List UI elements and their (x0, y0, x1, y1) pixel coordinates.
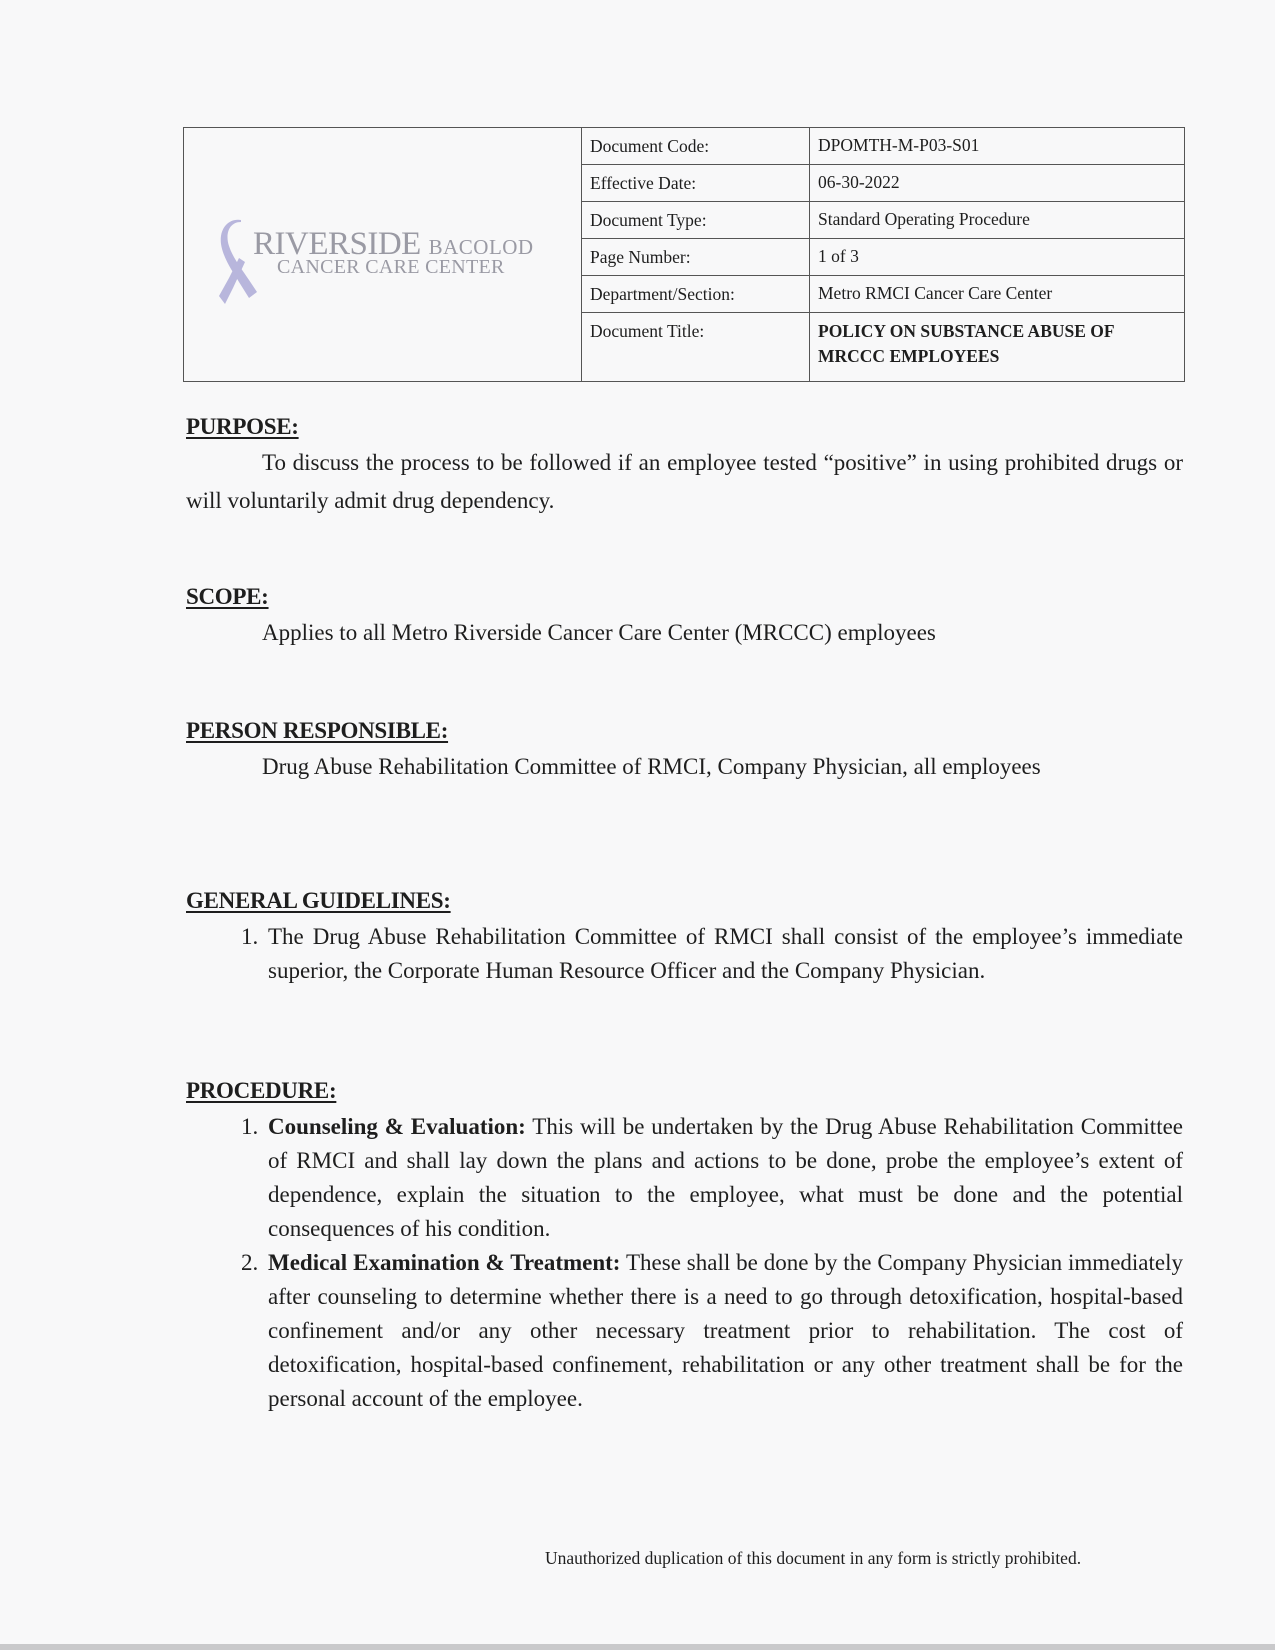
section-heading: PURPOSE: (186, 414, 299, 439)
section-general-guidelines (186, 888, 1183, 988)
info-label: Page Number: (582, 239, 810, 275)
info-row-type (582, 202, 1184, 239)
section-purpose (186, 414, 1183, 520)
section-procedure (186, 1078, 1183, 1416)
item-text: These shall be done by the Company Physician immediately after counseling to determine whether there is a need to go through detoxification, hospital-based confinement and/or any other necessary treatment prior to rehabilitation. The cost of detoxification, hospital-based confinement, rehabilitation or any other treatment shall be for the personal account of the employee. (268, 1250, 1183, 1411)
section-heading: PROCEDURE: (186, 1078, 337, 1103)
logo-cell (184, 128, 582, 381)
info-row-page (582, 239, 1184, 276)
section-heading: SCOPE: (186, 584, 269, 609)
info-label: Document Code: (582, 128, 810, 164)
info-row-code (582, 128, 1184, 165)
document-title: POLICY ON SUBSTANCE ABUSE OF MRCCC EMPLOYEES (818, 321, 1114, 366)
item-text: This will be undertaken by the Drug Abuse Rehabilitation Committee of RMCI and shall lay down the plans and actions to be done, probe the employee’s extent of dependence, explain the situation to the employee, what must be done and the potential consequences of his condition. (268, 1114, 1183, 1241)
procedure-list (186, 1110, 1183, 1416)
section-text: To discuss the process to be followed if an employee tested “positive” in using prohibited drugs or will voluntarily admit drug dependency. (186, 450, 1183, 513)
item-title: Counseling & Evaluation: (268, 1114, 526, 1139)
document-code: DPOMTH-M-P03-S01 (818, 135, 980, 155)
logo-tagline: CANCER CARE CENTER (277, 256, 505, 278)
scan-edge (0, 1644, 1275, 1650)
riverside-logo (219, 218, 534, 308)
logo-riverside: RIVERSIDE (253, 226, 421, 262)
section-person-responsible (186, 718, 1183, 786)
document-header-table (183, 127, 1185, 382)
list-item (264, 1246, 1183, 1416)
guidelines-list (186, 920, 1183, 988)
info-label: Effective Date: (582, 165, 810, 201)
section-scope (186, 584, 1183, 652)
info-label: Document Type: (582, 202, 810, 238)
effective-date: 06-30-2022 (818, 172, 900, 192)
footer-notice: Unauthorized duplication of this document in any form is strictly prohibited. (545, 1548, 1082, 1568)
info-label: Document Title: (582, 313, 810, 381)
section-heading: GENERAL GUIDELINES: (186, 888, 451, 913)
document-type: Standard Operating Procedure (818, 209, 1030, 229)
section-heading: PERSON RESPONSIBLE: (186, 718, 449, 743)
department: Metro RMCI Cancer Care Center (818, 283, 1053, 303)
logo-bacolod: BACOLOD (428, 235, 534, 259)
section-text: Applies to all Metro Riverside Cancer Care Center (MRCCC) employees (262, 620, 936, 645)
list-item (264, 1110, 1183, 1246)
info-label: Department/Section: (582, 276, 810, 312)
document-info (582, 128, 1184, 381)
info-row-department (582, 276, 1184, 313)
page-number: 1 of 3 (818, 246, 859, 266)
list-item: 1. The Drug Abuse Rehabilitation Committee of RMCI shall consist of the employee’s immediate superior, the Corporate Human Resource Officer and the Company Physician. (264, 920, 1183, 988)
section-text: Drug Abuse Rehabilitation Committee of RMCI, Company Physician, all employees (262, 754, 1041, 779)
item-title: Medical Examination & Treatment: (268, 1250, 621, 1275)
info-row-title (582, 313, 1184, 381)
info-row-date (582, 165, 1184, 202)
